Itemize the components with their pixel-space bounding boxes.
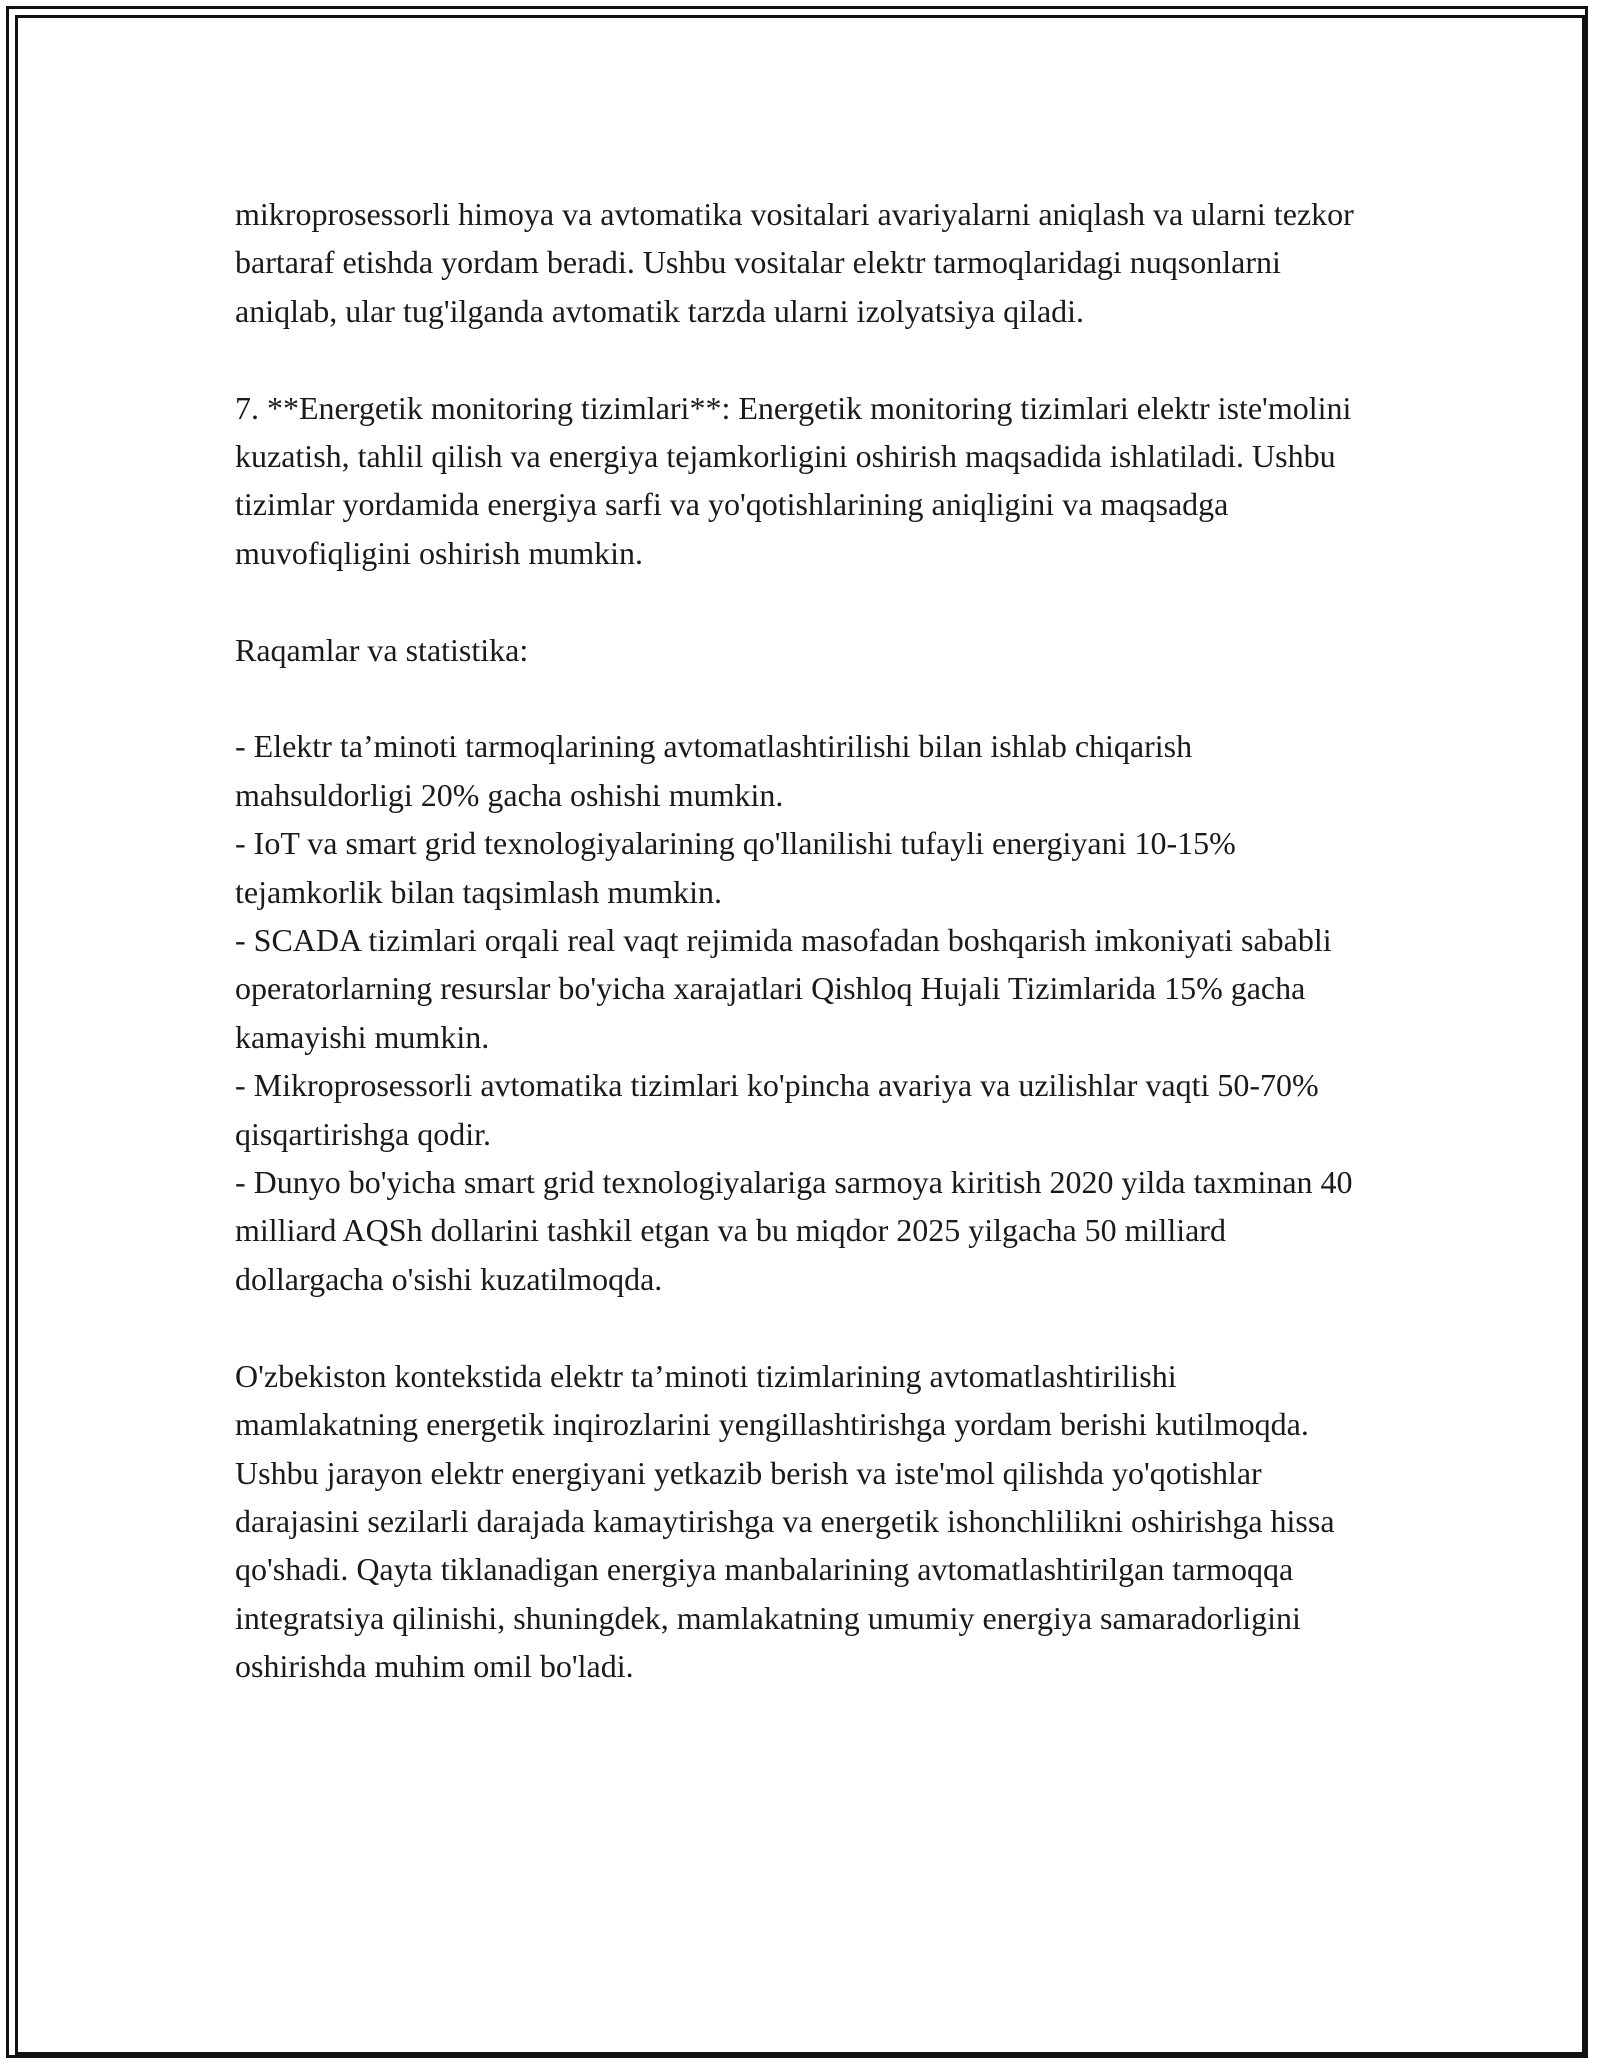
list-item: - Mikroprosessorli avtomatika tizimlari ko'pincha avariya va uzilishlar vaqti 50-70% qisqartirishga qodir.: [235, 1067, 1319, 1152]
stats-list: [235, 722, 1365, 1303]
list-item: - SCADA tizimlari orqali real vaqt rejimida masofadan boshqarish imkoniyati sababli operatorlarning resurslar bo'yicha xarajatlari Qishloq Hujali Tizimlarida 15% gacha kamayishi mumkin.: [235, 922, 1332, 1055]
document-body: [235, 190, 1365, 1691]
paragraph-gap: [235, 1303, 1365, 1351]
paragraph-intro-continuation: mikroprosessorli himoya va avtomatika vositalari avariyalarni aniqlash va ularni tezkor bartaraf etishda yordam beradi. Ushbu vositalar elektr tarmoqlaridagi nuqsonlarni aniqlab, ular tug'ilganda avtomatik tarzda ularni izolyatsiya qiladi.: [235, 196, 1354, 329]
list-item: - IoT va smart grid texnologiyalarining qo'llanilishi tufayli energiyani 10-15% tejamkorlik bilan taqsimlash mumkin.: [235, 825, 1236, 910]
paragraph-gap: [235, 577, 1365, 625]
paragraph-gap: [235, 335, 1365, 383]
stats-heading: Raqamlar va statistika:: [235, 631, 529, 668]
paragraph-gap: [235, 674, 1365, 722]
list-item: - Elektr ta’minoti tarmoqlarining avtomatlashtirilishi bilan ishlab chiqarish mahsuldorligi 20% gacha oshishi mumkin.: [235, 728, 1193, 813]
paragraph-item-7: 7. **Energetik monitoring tizimlari**: Energetik monitoring tizimlari elektr iste'molini kuzatish, tahlil qilish va energiya tejamkorligini oshirish maqsadida ishlatiladi. Ushbu tizimlar yordamida energiya sarfi va yo'qotishlarining aniqligini va maqsadga muvofiqligini oshirish mumkin.: [235, 389, 1352, 571]
paragraph-conclusion: O'zbekiston kontekstida elektr ta’minoti tizimlarining avtomatlashtirilishi mamlakatning energetik inqirozlarini yengillashtirishga yordam berishi kutilmoqda. Ushbu jarayon elektr energiyani yetkazib berish va iste'mol qilishda yo'qotishlar darajasini sezilarli darajada kamaytirishga va energetik ishonchlilikni oshirishga hissa qo'shadi. Qayta tiklanadigan energiya manbalarining avtomatlashtirilgan tarmoqqa integratsiya qilinishi, shuningdek, mamlakatning umumiy energiya samaradorligini oshirishda muhim omil bo'ladi.: [235, 1357, 1335, 1685]
list-item: - Dunyo bo'yicha smart grid texnologiyalariga sarmoya kiritish 2020 yilda taxminan 40 milliard AQSh dollarini tashkil etgan va bu miqdor 2025 yilgacha 50 milliard dollargacha o'sishi kuzatilmoqda.: [235, 1164, 1353, 1297]
